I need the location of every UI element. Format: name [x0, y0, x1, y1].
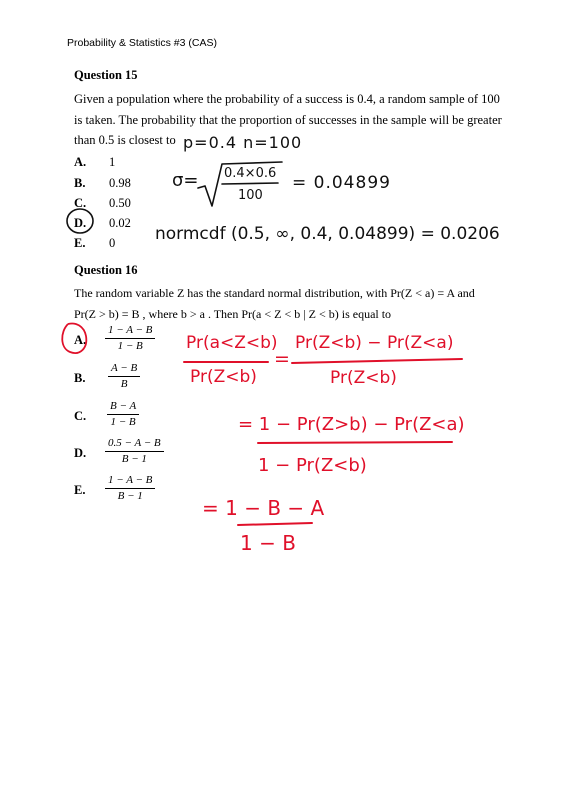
- hw-q16-step1-numerator: Pr(a<Z<b): [186, 333, 278, 353]
- hw-q16-equals: =: [274, 348, 290, 370]
- step4-fraction-bar: [238, 523, 312, 525]
- q15-option-d-letter: D.: [74, 216, 87, 230]
- q16-option-b-denominator: B: [120, 378, 128, 390]
- hw-q16-step2-numerator: Pr(Z<b) − Pr(Z<a): [295, 333, 454, 353]
- q16-option-b-numerator: A − B: [108, 362, 140, 377]
- question-16-title: Question 16: [74, 263, 138, 277]
- step3-fraction-bar: [258, 442, 452, 443]
- q16-option-d-denominator: B − 1: [121, 453, 147, 465]
- answer-circle-q15-d: [67, 209, 93, 233]
- q16-option-e-numerator: 1 − A − B: [105, 474, 155, 489]
- hw-q15-normcdf: normcdf (0.5, ∞, 0.4, 0.04899) = 0.0206: [155, 224, 500, 244]
- q15-option-a-letter: A.: [74, 155, 87, 169]
- q15-option-c-value: 0.50: [109, 196, 131, 210]
- q15-option-b-value: 0.98: [109, 176, 131, 190]
- hw-q16-step4-denominator: 1 − B: [240, 531, 296, 555]
- q16-option-e-denominator: B − 1: [117, 490, 143, 502]
- q15-option-b-letter: B.: [74, 176, 86, 190]
- hw-q16-step4-numerator: = 1 − B − A: [202, 496, 325, 520]
- q16-option-e-letter: E.: [74, 483, 86, 497]
- hw-q15-sigma-denominator: 100: [238, 188, 263, 203]
- q16-option-b-letter: B.: [74, 371, 86, 385]
- q15-option-d-value: 0.02: [109, 216, 131, 230]
- answer-circle-q16-a: [62, 324, 86, 354]
- question-16-line-2: Pr(Z > b) = B , where b > a . Then Pr(a < Z < b | Z < b) is equal to: [74, 306, 392, 321]
- q16-option-d-letter: D.: [74, 446, 87, 460]
- question-15-line-1: Given a population where the probability of a success is 0.4, a random sample of 100: [74, 92, 500, 106]
- hw-q16-step3-denominator: 1 − Pr(Z<b): [258, 455, 367, 476]
- q15-option-c-letter: C.: [74, 196, 87, 210]
- page-header: Probability & Statistics #3 (CAS): [67, 37, 217, 49]
- q16-option-c-numerator: B − A: [107, 400, 139, 415]
- hw-q15-sigma-lhs: σ=: [172, 170, 199, 191]
- hw-q16-step2-denominator: Pr(Z<b): [330, 368, 397, 388]
- question-15-title: Question 15: [74, 68, 138, 82]
- q16-option-c-denominator: 1 − B: [110, 416, 136, 428]
- q15-option-a-value: 1: [109, 155, 116, 169]
- hw-q15-sigma-result: = 0.04899: [292, 173, 391, 193]
- q16-option-d-numerator: 0.5 − A − B: [105, 437, 164, 452]
- q15-option-e-value: 0: [109, 236, 116, 250]
- q16-option-a-denominator: 1 − B: [117, 340, 143, 352]
- q16-option-a-letter: A.: [74, 333, 87, 347]
- question-15-line-2: is taken. The probability that the proportion of successes in the sample will be greater: [74, 112, 502, 127]
- hw-q16-step3-numerator: = 1 − Pr(Z>b) − Pr(Z<a): [238, 414, 465, 435]
- hw-q16-step1-denominator: Pr(Z<b): [190, 367, 257, 387]
- step2-fraction-bar: [292, 359, 462, 363]
- hw-q15-params: p=0.4 n=100: [183, 133, 303, 152]
- q16-option-c-letter: C.: [74, 409, 87, 423]
- question-15-line-3: than 0.5 is closest to: [74, 133, 176, 147]
- q15-option-e-letter: E.: [74, 236, 86, 250]
- question-16-line-1: The random variable Z has the standard normal distribution, with Pr(Z < a) = A and: [74, 286, 475, 300]
- q16-option-a-numerator: 1 − A − B: [105, 324, 155, 339]
- hw-q15-sigma-numerator: 0.4×0.6: [224, 166, 277, 181]
- sqrt-fraction-bar: [222, 183, 278, 184]
